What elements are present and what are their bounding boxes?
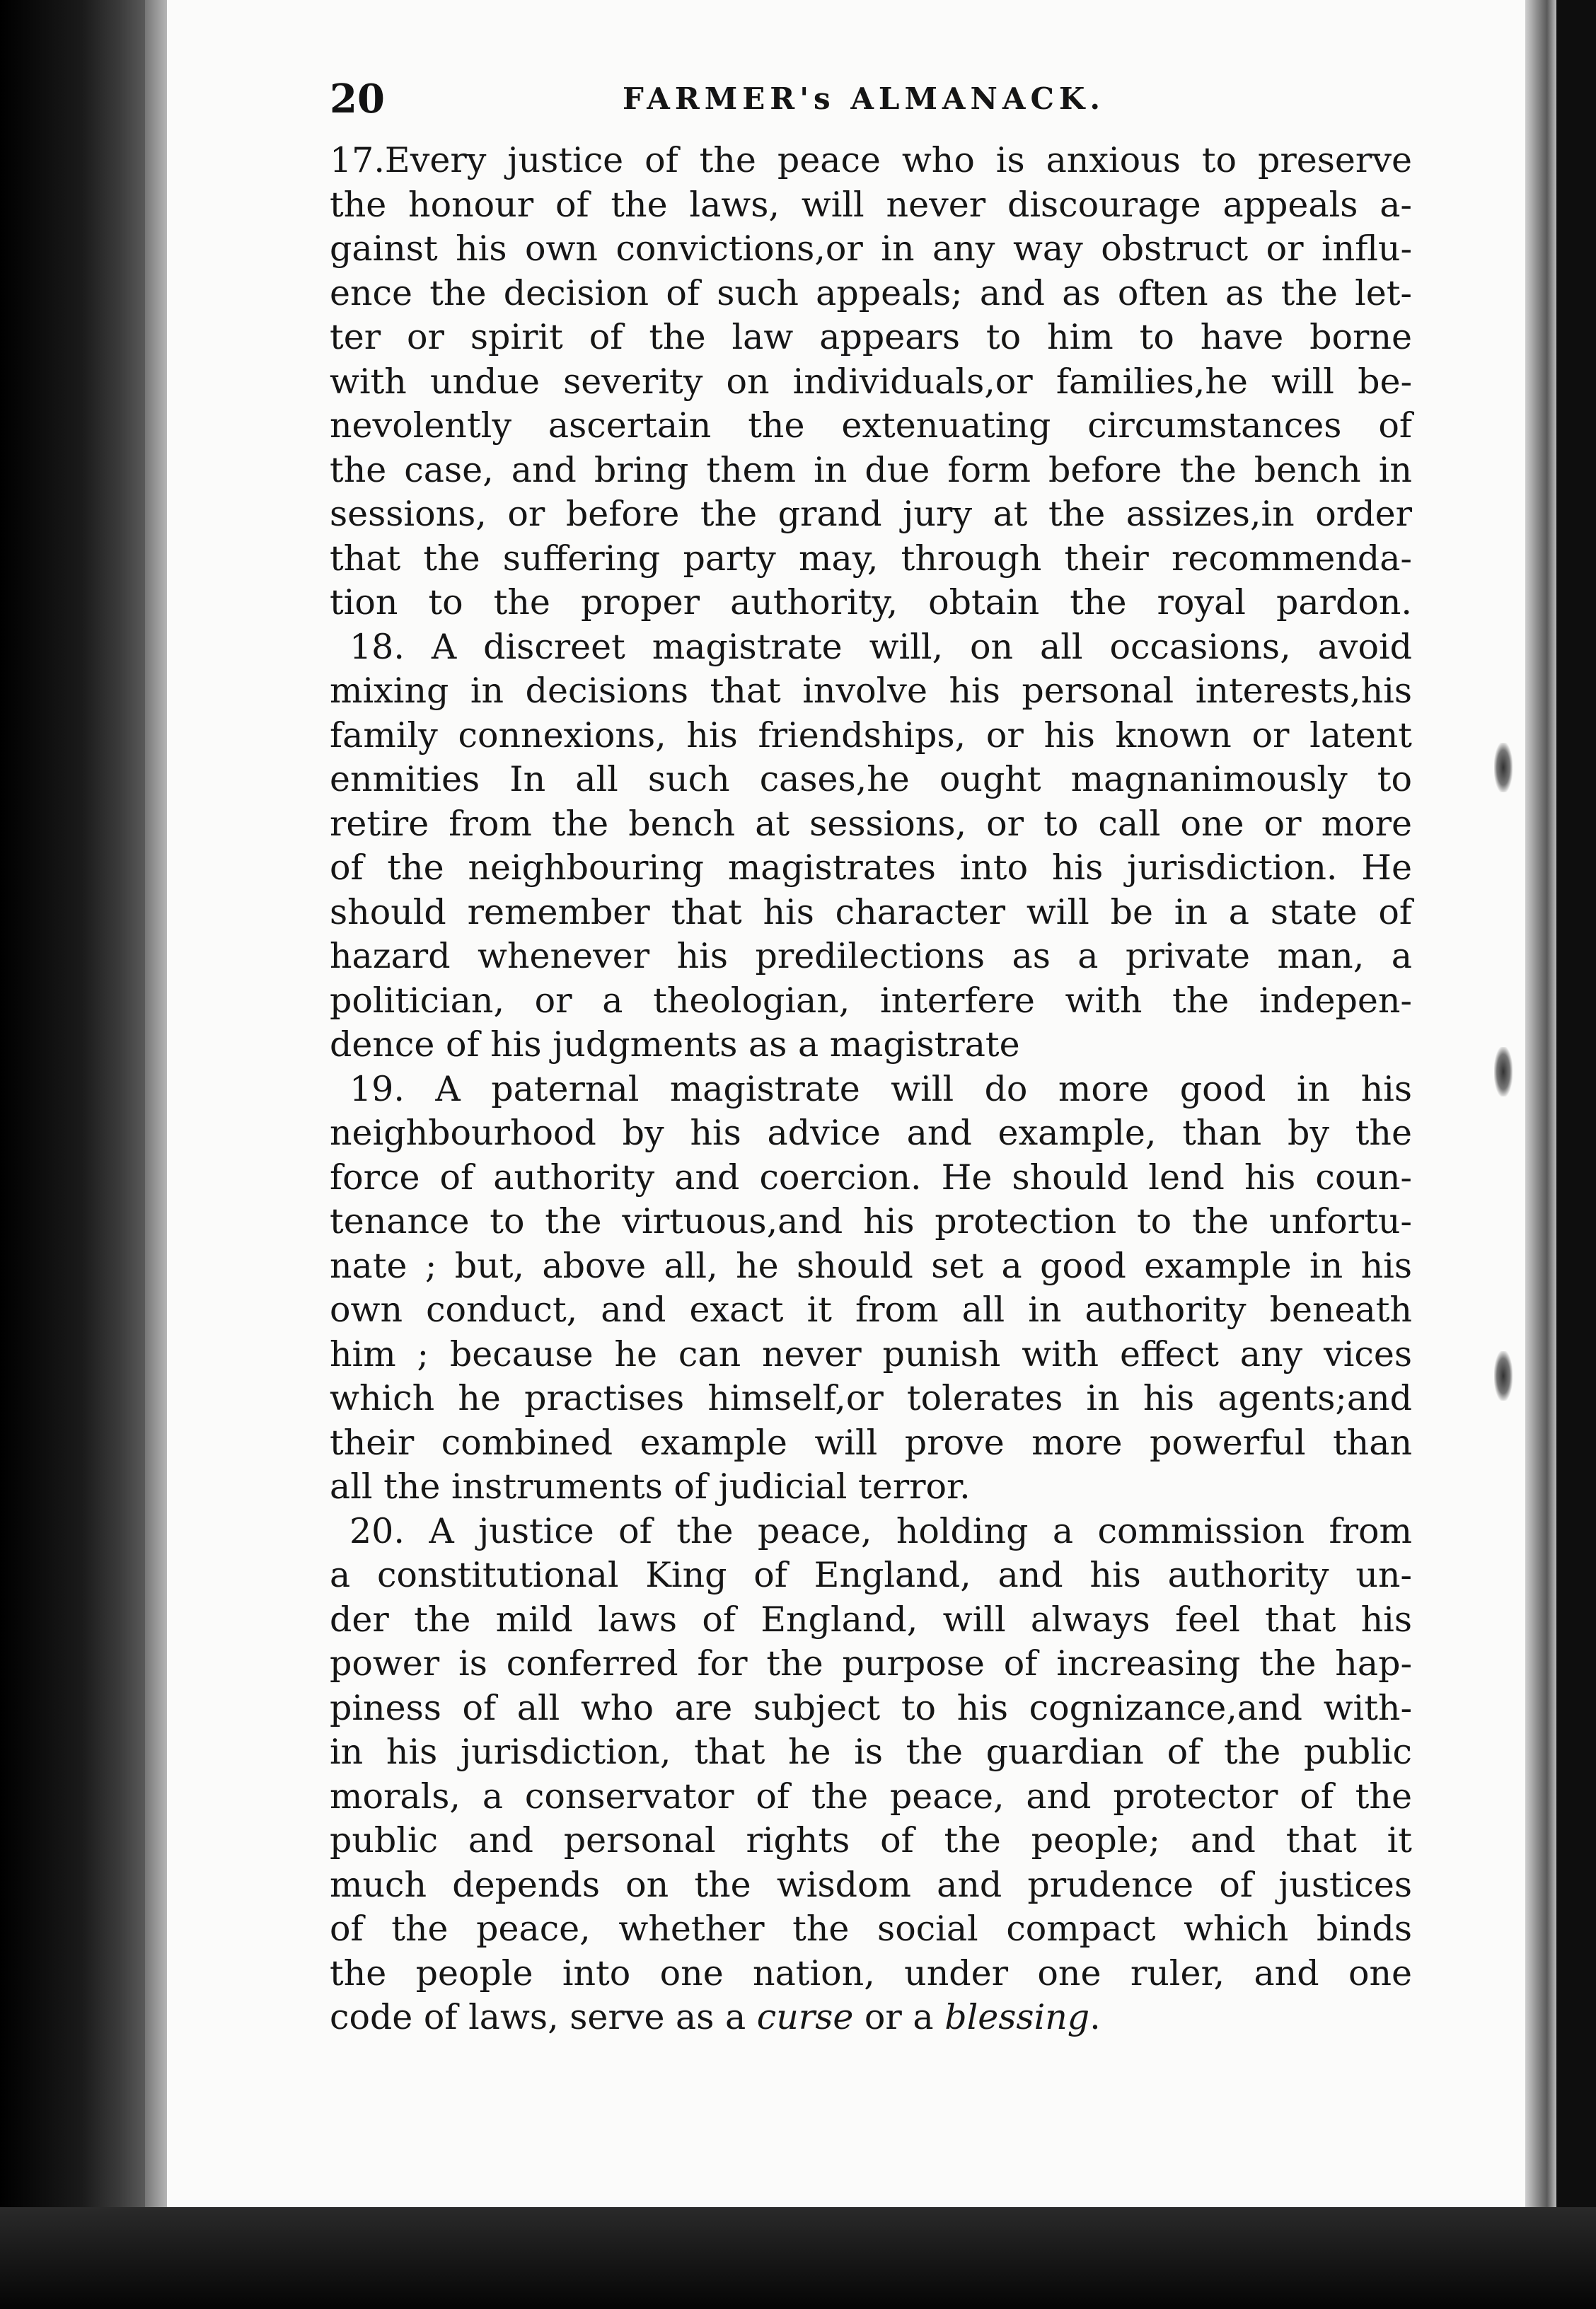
text-line: in his jurisdiction, that he is the guardian of the public — [330, 1732, 1412, 1772]
text-line: der the mild laws of England, will always feel that his — [330, 1599, 1412, 1640]
text-line: 17.Every justice of the peace who is anxious to preserve — [330, 140, 1412, 180]
text-line: politician, or a theologian, interfere with the indepen- — [330, 980, 1412, 1021]
text-line: dence of his judgments as a magistrate — [330, 1024, 1020, 1065]
text-line: that the suffering party may, through their recommenda- — [330, 538, 1412, 579]
text-line: 18. A discreet magistrate will, on all occasions, avoid — [349, 626, 1412, 667]
text-line: retire from the bench at sessions, or to call one or more — [330, 803, 1412, 844]
text-line: enmities In all such cases,he ought magnanimously to — [330, 759, 1412, 799]
text-line: nevolently ascertain the extenuating circumstances of — [330, 405, 1412, 446]
body-text — [330, 139, 1412, 2040]
text-line: power is conferred for the purpose of increasing the hap- — [330, 1643, 1412, 1684]
text-line: 19. A paternal magistrate will do more good in his — [349, 1068, 1412, 1109]
text-fragment: or a — [853, 1997, 945, 2037]
text-line: mixing in decisions that involve his personal interests,his — [330, 671, 1412, 711]
text-line-final — [330, 1996, 1412, 2040]
text-line: gainst his own convictions,or in any way obstruct or influ- — [330, 228, 1412, 269]
text-line: force of authority and coercion. He should lend his coun- — [330, 1157, 1412, 1198]
italic-word: curse — [756, 1997, 854, 2037]
text-line: all the instruments of judicial terror. — [330, 1466, 971, 1507]
text-line: should remember that his character will be in a state of — [330, 891, 1412, 932]
text-line: neighbourhood by his advice and example, than by the — [330, 1113, 1412, 1153]
text-line: tenance to the virtuous,and his protection to the unfortu- — [330, 1201, 1412, 1242]
scan-background-left — [0, 0, 149, 2309]
text-line: nate ; but, above all, he should set a good example in his — [330, 1245, 1412, 1286]
page-edge-right — [1525, 0, 1556, 2250]
page-edge-mark — [1494, 1047, 1513, 1096]
text-line: tion to the proper authority, obtain the royal pardon. — [330, 582, 1412, 623]
text-line: morals, a conservator of the peace, and protector of the — [330, 1776, 1412, 1817]
text-line: much depends on the wisdom and prudence of justices — [330, 1864, 1412, 1905]
page-edge-mark — [1494, 743, 1513, 792]
text-line: of the neighbouring magistrates into his jurisdiction. He — [330, 847, 1412, 888]
text-line: with undue severity on individuals,or families,he will be- — [330, 361, 1412, 402]
text-line: hazard whenever his predilections as a private man, a — [330, 936, 1412, 976]
text-line: their combined example will prove more powerful than — [330, 1422, 1412, 1463]
text-line: 20. A justice of the peace, holding a commission from — [349, 1510, 1412, 1551]
text-line: the honour of the laws, will never discourage appeals a- — [330, 184, 1412, 225]
text-line: the case, and bring them in due form before the bench in — [330, 449, 1412, 490]
text-line: sessions, or before the grand jury at the assizes,in order — [330, 494, 1412, 534]
text-line: own conduct, and exact it from all in authority beneath — [330, 1290, 1412, 1330]
scan-background-bottom — [0, 2207, 1596, 2309]
text-line: the people into one nation, under one ruler, and one — [330, 1952, 1412, 1993]
text-fragment: code of laws, serve as a — [330, 1997, 757, 2037]
binding-shadow — [145, 0, 170, 2309]
text-line: public and personal rights of the people; and that it — [330, 1820, 1412, 1860]
text-line: which he practises himself,or tolerates in his agents;and — [330, 1378, 1412, 1418]
text-line: ter or spirit of the law appears to him to have borne — [330, 317, 1412, 357]
text-line: family connexions, his friendships, or his known or latent — [330, 714, 1412, 756]
running-head — [330, 71, 1405, 127]
page-edge-mark — [1494, 1351, 1513, 1401]
italic-word: blessing — [944, 1997, 1090, 2037]
running-title: FARMER's ALMANACK. — [622, 81, 1106, 116]
text-line: a constitutional King of England, and his authority un- — [330, 1555, 1412, 1595]
text-fragment: . — [1089, 1997, 1101, 2037]
text-line: of the peace, whether the social compact which binds — [330, 1909, 1412, 1949]
text-line: ence the decision of such appeals; and as often as the let- — [330, 272, 1412, 313]
text-line: piness of all who are subject to his cognizance,and with- — [330, 1687, 1412, 1728]
page-number: 20 — [330, 76, 385, 122]
text-line: him ; because he can never punish with effect any vices — [330, 1333, 1412, 1375]
